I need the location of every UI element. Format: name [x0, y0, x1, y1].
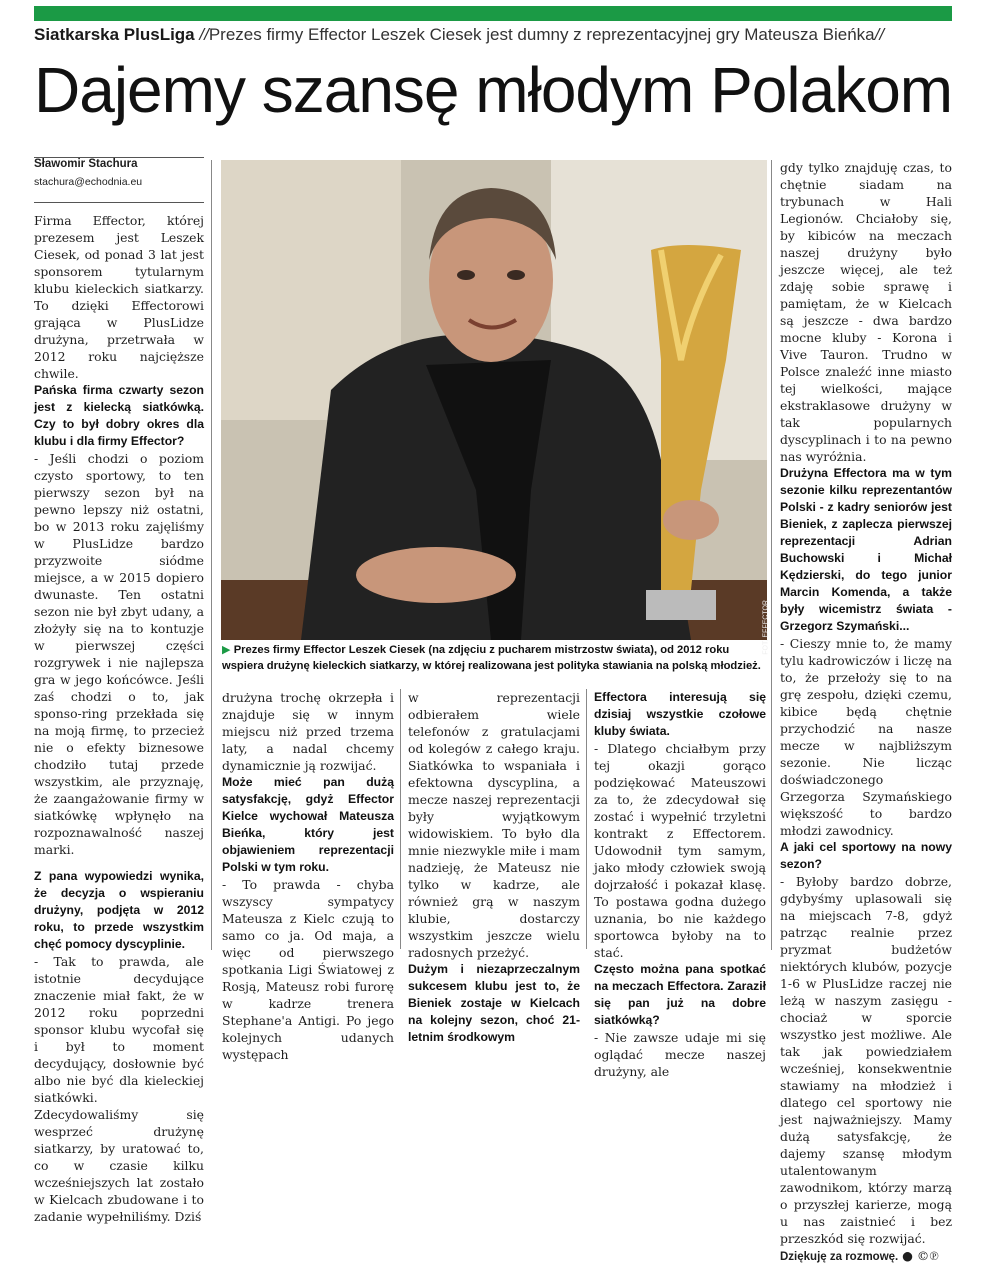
answer-2-continued: drużyna trochę okrzepła i znajduje się w innym miejscu niż przed trzema laty, a nadal chcemy dynamicznie ją rozwijać.	[222, 690, 394, 773]
question-5: Często można pana spotkać na meczach Effectora. Zaraził się pan już na dobre siatkówką?	[594, 962, 766, 1027]
photo-caption	[222, 642, 770, 674]
answer-6: - Cieszy mnie to, że mamy tylu kadrowiczów i liczę na to, że przełoży się to na grę zespołu, dzięki czemu, kibice będą chętnie przychodzić na nasze mecze w najbliższym sezonie. Nie licząc doświadczonego Grzegorza Szymańskiego większość to bardzo młodzi zawodnicy.	[780, 636, 952, 838]
column-3	[408, 689, 580, 1046]
photo-illustration	[221, 160, 767, 640]
answer-5: - Nie zawsze udaje mi się oglądać mecze naszej drużyny, ale	[594, 1030, 766, 1079]
column-divider-2	[400, 689, 401, 949]
headline: Dajemy szansę młodym Polakom	[34, 54, 953, 126]
column-1	[34, 212, 204, 1225]
answer-3-continued: w reprezentacji odbierałem wiele telefonów z gratulacjami od kolegów z całego kraju. Siatkówka to wspaniała i efektowna dyscyplina, a mecze naszej reprezentacji były wyjątkowym widowiskiem. To było dla mnie niezwykle miłe i mam nadzieję, że Mateusz nie tylko w kadrze, ale również grą w naszym klubie, dostarczy wszystkim jeszcze wielu radosnych przeżyć.	[408, 690, 580, 960]
question-6: Drużyna Effectora ma w tym sezonie kilku reprezentantów Polski - z kadry seniorów jest Bieniek, z zaplecza pierwszej reprezentacji Adrian Buchowski i Michał Kędzierski, do tego junior Marcin Komenda, a także były wicemistrz świata - Grzegorz Szymański...	[780, 466, 952, 633]
section-color-bar	[34, 6, 952, 21]
author-rule-bottom	[34, 202, 204, 203]
question-4: Dużym i niezaprzeczalnym sukcesem klubu jest to, że Bieniek zostaje w Kielcach na kolejny sezon, choć 21-letnim środkowym	[408, 962, 580, 1044]
author-name: Sławomir Stachura	[34, 158, 138, 170]
caption-text: Prezes firmy Effector Leszek Ciesek (na zdjęciu z pucharem mistrzostw świata), od 2012 roku wspiera drużynę kieleckich siatkarzy, w której realizowana jest polityka stawiania na polską młodzież.	[222, 644, 761, 672]
question-7: A jaki cel sportowy na nowy sezon?	[780, 840, 952, 871]
column-5	[780, 159, 952, 1266]
kicker-subtitle: Prezes firmy Effector Leszek Ciesek jest dumny z reprezentacyjnej gry Mateusza Bieńka	[208, 25, 875, 44]
column-2	[222, 689, 394, 1063]
author-block	[34, 158, 204, 188]
kicker-slash-close: //	[874, 25, 885, 44]
column-divider-4	[771, 160, 772, 950]
question-2: Z pana wypowiedzi wynika, że decyzja o wspieraniu drużyny, podjęta w 2012 roku, to przede wszystkim chęć pomocy dyscyplinie.	[34, 869, 204, 951]
photo-credit: FOT. EFFECTOR	[763, 600, 770, 655]
answer-5-continued: gdy tylko znajduję czas, to chętnie siadam na trybunach w Hali Legionów. Chciałoby się, by kibiców na meczach naszej drużyny było jeszcze więcej, ale też zdaję sobie sprawę i pamiętam, że w Kielcach są jeszcze - dwa bardzo mocne kluby - Korona i Vive Tauron. Trudno w Polsce znaleźć inne miasto tej wielkości, mające ekstraklasowe drużyny w tak popularnych dyscyplinach i to na pewno nas wyróżnia.	[780, 160, 952, 464]
column-4	[594, 689, 766, 1080]
caption-arrow-icon: ▶	[222, 644, 231, 656]
column-divider-3	[586, 689, 587, 949]
kicker-slash-open: //	[194, 25, 209, 44]
signoff: Dziękuję za rozmowę.	[780, 1251, 899, 1263]
section-label: Siatkarska PlusLiga	[34, 25, 195, 44]
answer-7: - Byłoby bardzo dobrze, gdybyśmy uplasowali się na miejscach 7-8, gdyż patrząc realnie przez pryzmat budżetów niektórych klubów, pozycje 1-6 w PlusLidze raczej nie leżą w naszym zasięgu - chociaż w sporcie wszystko jest możliwe. Ale tak jak powiedziałem wcześniej, konsekwentnie stawiamy na młodzież i dlatego cel sportowy nie jest najważniejszy. Mamy dużą satysfakcję, że dajemy szansę młodym utalentowanym zawodnikom, którzy marzą o przyszłej karierze, mogą u nas zaistnieć i bez przeszkód się rozwijać.	[780, 874, 952, 1246]
column-divider-1	[211, 160, 212, 950]
question-4-continued: Effectora interesują się dzisiaj wszystkie czołowe kluby świata.	[594, 690, 766, 738]
answer-3: - To prawda - chyba wszyscy sympatycy Mateusza z Kielc czują to samo co ja. Od maja, a więc od pierwszego spotkania Ligi Światowej z Rosją, Mateusz robi furorę w kadrze trenera Stephane'a Antigi. Po jego kolejnych udanych występach	[222, 877, 394, 1062]
end-marks: ● ©℗	[898, 1248, 939, 1263]
answer-2: - Tak to prawda, ale istotnie decydujące znaczenie miał fakt, że w 2012 roku poprzedni sponsor klubu wycofał się i był to moment decydujący, dosłownie być albo nie być dla kieleckiej siatkówki. Zdecydowaliśmy się wesprzeć drużynę siatkarzy, by uratować to, co w czasie kilku wcześniejszych lat zostało w Kielcach zbudowane i to zadanie wypełniliśmy. Dziś	[34, 954, 204, 1224]
author-email: stachura@echodnia.eu	[34, 176, 143, 188]
interview-photo	[221, 160, 770, 655]
answer-4: - Dlatego chciałbym przy tej okazji gorąco podziękować Mateuszowi za to, że zdecydował się zostać i wypełnić trzyletni kontrakt z Effectorem. Udowodnił tym samym, jako młody człowiek swoją dojrzałość i pokazał klasę. To postawa godna dużego uznania, bo nie każdego sportowca byłoby na to stać.	[594, 741, 766, 960]
answer-1: - Jeśli chodzi o poziom czysto sportowy, to ten pierwszy sezon był na pewno lepszy niż ostatni, bo w 2013 roku zajęliśmy w PlusLidze bardzo przyzwoite siódme miejsce, a w 2015 dopiero dwunaste. Ten ostatni sezon nie był zbyt udany, a złożyły się na to kontuzje w pierwszej części rozgrywek i nie najlepsza gra w jego końcówce. Jeśli zaś chodzi o to, jak sponso-ring przekłada się na moją firmę, to przecież nie o efekty biznesowe chodziło tutaj przede wszystkim, ale przyznaję, że zaangażowanie firmy w siatkówkę wpłynęło na rozpoznawalność naszej marki.	[34, 451, 204, 857]
kicker	[34, 25, 974, 45]
lead-paragraph: Firma Effector, której prezesem jest Leszek Ciesek, od ponad 3 lat jest sponsorem tytularnym klubu kieleckich siatkarzy. To dzięki Effectorowi grająca w PlusLidze drużyna, przetrwała w 2012 roku najcięższe chwile.	[34, 213, 204, 381]
author-rule-top	[34, 157, 204, 158]
question-3: Może mieć pan dużą satysfakcję, gdyż Effector Kielce wychował Mateusza Bieńka, który jest objawieniem reprezentacji Polski w tym roku.	[222, 775, 394, 874]
question-1: Pańska firma czwarty sezon jest z kielecką siatkówką. Czy to był dobry okres dla klubu i dla firmy Effector?	[34, 383, 204, 448]
